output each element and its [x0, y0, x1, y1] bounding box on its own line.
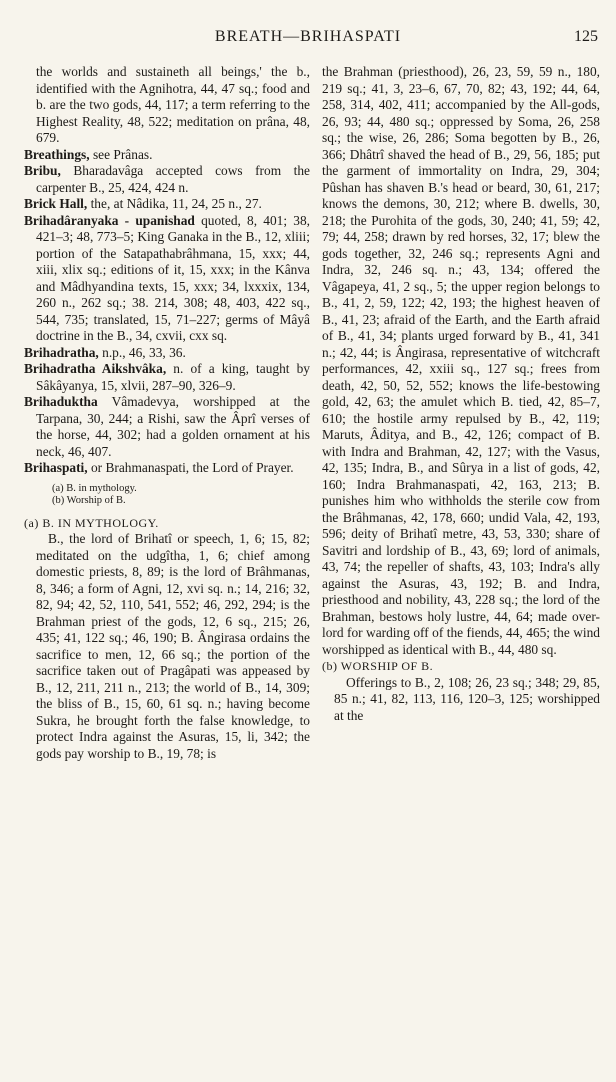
section-b-heading: [322, 658, 600, 675]
entry-brick-hall: [24, 196, 310, 213]
entry-breathings: [24, 147, 310, 164]
entry-text: Vâmadevya, worshipped at the Tarpana, 30, 244; a Rishi, saw the Âprî verses of the horse, 44, 302; had a golden ornament at his neck, 46, 407.: [36, 394, 310, 459]
headword: Breathings,: [24, 146, 90, 162]
entry-brihadratha: [24, 345, 310, 362]
headword: Brihaspati,: [24, 460, 88, 475]
page-number: 125: [574, 28, 598, 45]
entry-brihadaranyaka: [24, 213, 310, 345]
section-label: (b) WORSHIP OF B.: [322, 659, 434, 673]
entry-text: the, at Nâdika, 11, 24, 25 n., 27.: [87, 196, 262, 211]
headword: Brihadâranyaka - upanishad: [24, 212, 195, 228]
headword: Brihaduktha: [24, 394, 98, 409]
section-label: (a) B. IN MYTHOLOGY.: [24, 515, 159, 530]
headword: Brihadratha,: [24, 344, 99, 360]
entry-text: n.p., 46, 33, 36.: [98, 344, 186, 360]
right-column: [322, 64, 600, 724]
section-a-heading: [24, 515, 310, 532]
subsection-list: [52, 483, 310, 507]
entry-continuation: the worlds and sustaineth all beings,' the b., identified with the Agnihotra, 44, 47 sq.; food and b. are the two gods, 44, 117; a term referring to the Highest Reality, 48, 522; meditation on prâna, 48, 679.: [36, 64, 310, 145]
entry-text: Bharadavâga accepted cows from the carpenter B., 25, 424, 424 n.: [36, 163, 310, 195]
entry-bribu: [24, 163, 310, 196]
headword: Bribu,: [24, 163, 61, 178]
headword: Brick Hall,: [24, 196, 88, 211]
entry-text: see Prânas.: [89, 146, 153, 162]
entry-text: n. of a king, taught by Sâkâyanya, 15, xlvii, 287–90, 326–9.: [36, 361, 310, 393]
section-a-continuation: the Brahman (priesthood), 26, 23, 59, 59 n., 180, 219 sq.; 41, 3, 23–6, 67, 70, 82; 43, 192; 44, 64, 258, 314, 402, 411; accompanied by the All-gods, 26, 93; 44, 480 sq.; oppressed by Soma, 26, 258 sq.; the wise, 26, 286; Soma begotten by B., 26, 366; Dhâtrî shaved the head of B., 29, 56, 185; put the garment of immortality on Indra, 29, 304; Pûshan has shaven B.'s head or beard, 30, 61, 217; knows the demons, 30, 212; where B. dwells, 30, 218; the Purohita of the gods, 30, 240; 41, 59; 42, 79; 44, 258; drawn by red horses, 32, 17; blew the gods together, 32, 246 sq.; represents Agni and Indra, 32, 246 sq. n.; 43, 134; offered the Vâgapeya, 41, 2 sq., 5; the upper region belongs to B., 41, 2, 59, 122; 42, 193; the highest heaven of B., 41, 23; afraid of the Earth, and the Earth afraid of B., 41, 34; plants urged forward by B., 41, 341 n.; 42, 44; is Ângirasa, representative of witchcraft performances, 42, xxiii sq., 127 sq.; frees from death, 42, 50, 52, 552; knows the life-bestowing gold, 42, 63; the amulet which B. tied, 42, 85–7, 610; the hostile army repulsed by B., 42, 119; Maruts, Âditya, and B., 42, 126; compact of B. with Indra and Brahman, 42, 127; with the Vasus, 42, 135; Indra, B., and Sûrya in a list of gods, 42, 160; Indra Brahmanaspati, 42, 163, 213; B. punishes him who withholds the sterile cow from the Brâhmanas, 42, 178, 660; undid Vala, 42, 193, 596; deity of Brihatî metre, 43, 53, 330; share of Savitri and lordship of B., 43, 69; lord of animals, 43, 74; the repeller of shafts, 43, 103; Indra's ally against the Asuras, 43, 192; B. and Indra, priesthood and nobility, 43, 228 sq.; the lord of the Brahman, bestows holy lustre, 44, 64; made over-lord for warding off of the fiends, 44, 465; the wind worshipped as identical with B., 44, 480 sq.: [322, 64, 600, 657]
entry-brihadratha-aikshvaka: [24, 361, 310, 394]
running-head: [0, 28, 616, 52]
entry-text: quoted, 8, 401; 38, 421–3; 48, 773–5; King Ganaka in the B., 12, xliii; portion of the Satapathabrâhmana, 15, xxx; 44, xiii, xlix sq.; editions of it, 15, xxx; in the Kânva and Mâdhyandina texts, 15, xxx; 34, lxxxix, 134, 260 n., 262 sq.; 38. 214, 308; 48, 403, 422 sq., 544, 735; translated, 15, 71–227; germs of Mâyâ doctrine in the B., 34, cxvii, cxx sq.: [36, 212, 310, 343]
left-column: [24, 64, 310, 762]
entry-brihaduktha: [24, 394, 310, 460]
subsection-item: (b) Worship of B.: [52, 494, 126, 506]
subsection-item: (a) B. in mythology.: [52, 482, 137, 494]
running-title: BREATH—BRIHASPATI: [214, 28, 402, 45]
entry-brihaspati: [24, 460, 310, 477]
section-a-text: B., the lord of Brihatî or speech, 1, 6; 15, 82; meditated on the udgîtha, 1, 6; chief among domestic priests, 8, 89; is the lord of Brâhmanas, 8, 346; a form of Agni, 12, xvi sq. n.; 14, 216; 32, 82, 94; 42, 52, 110, 541, 552; 46, 292, 294; is the Brahman priest of the gods, 12, 6 sq., 215; 26, 435; 41, 122 sq.; 46, 190; B. Ângirasa ordains the sacrifice to men, 12, 66 sq.; the portion of the sacrifice taken out of Pragâpati was appeased by B., 12, 211, 211 n., 213; the world of B., 14, 309; the bliss of B., 15, 60, 61 sq. n.; having become Sukra, he brought forth the false knowledge, to protect Indra against the Asuras, 15, li, 342; the gods pay worship to B., 19, 78; is: [36, 531, 310, 761]
entry-text: or Brahmanaspati, the Lord of Prayer.: [87, 460, 294, 475]
headword: Brihadratha Aikshvâka,: [24, 361, 167, 376]
section-b-text: Offerings to B., 2, 108; 26, 23 sq.; 348; 29, 85, 85 n.; 41, 82, 113, 116, 120–3, 125; worshipped at the: [334, 674, 600, 723]
